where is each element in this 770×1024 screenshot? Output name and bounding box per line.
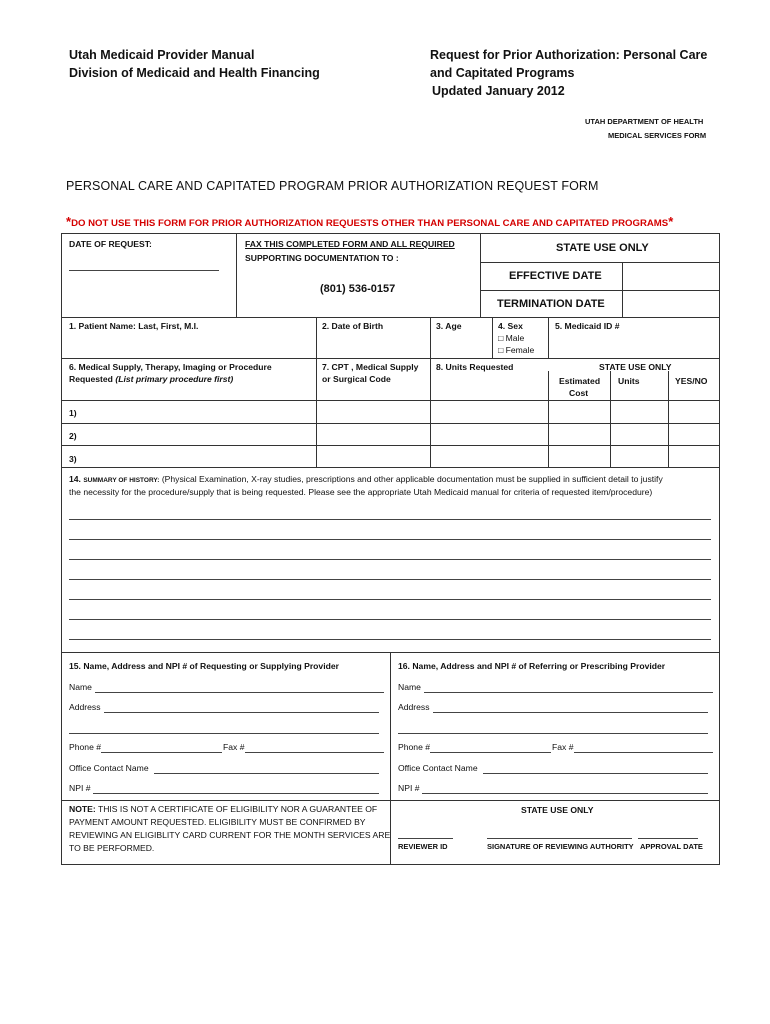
- requesting-address-field-2[interactable]: [69, 733, 379, 734]
- form-subject-line2: and Capitated Programs: [430, 66, 575, 80]
- left-name-label: Name: [69, 682, 92, 692]
- age-label: 3. Age: [436, 321, 462, 331]
- left-fax-label: Fax #: [223, 742, 245, 752]
- requesting-name-field[interactable]: [95, 692, 384, 693]
- department-name: UTAH DEPARTMENT OF HEALTH: [585, 117, 704, 126]
- left-npi-label: NPI #: [69, 783, 91, 793]
- divider: [480, 290, 720, 291]
- patient-name-label: 1. Patient Name: Last, First, M.I.: [69, 321, 199, 331]
- requesting-npi-field[interactable]: [93, 793, 379, 794]
- state-use-only-header: STATE USE ONLY: [556, 242, 649, 254]
- divider: [668, 371, 669, 467]
- divider: [61, 358, 720, 359]
- fax-number: (801) 536-0157: [320, 283, 396, 295]
- divider: [548, 371, 549, 467]
- divider: [622, 262, 623, 317]
- divider: [480, 233, 481, 317]
- requesting-contact-field[interactable]: [154, 773, 379, 774]
- form-title: PERSONAL CARE AND CAPITATED PROGRAM PRIOR AUTHORIZATION REQUEST FORM: [66, 179, 599, 193]
- divider: [548, 317, 549, 358]
- divider: [610, 371, 611, 467]
- history-line[interactable]: [69, 599, 711, 600]
- note-line1: [69, 803, 377, 816]
- termination-date-label: TERMINATION DATE: [497, 298, 605, 310]
- units-requested-label: 8. Units Requested: [436, 362, 514, 372]
- right-office-contact-label: Office Contact Name: [398, 763, 478, 773]
- cpt-code-label-line1: 7. CPT , Medical Supply: [322, 362, 419, 372]
- history-instructions-line1: (Physical Examination, X-ray studies, prescriptions and other applicable documentation must be supplied in sufficient detail to justify: [161, 474, 663, 484]
- warning-banner: [66, 214, 673, 229]
- medicaid-id-label: 5. Medicaid ID #: [555, 321, 620, 331]
- supply-item-label-line2: [69, 373, 233, 386]
- approval-date-field[interactable]: [638, 838, 698, 839]
- referring-provider-heading: 16. Name, Address and NPI # of Referring or Prescribing Provider: [398, 661, 666, 671]
- divider: [61, 400, 720, 401]
- divider: [61, 467, 720, 468]
- requesting-fax-field[interactable]: [245, 752, 384, 753]
- updated-date: Updated January 2012: [432, 84, 565, 98]
- warning-text: DO NOT USE THIS FORM FOR PRIOR AUTHORIZATION REQUESTS OTHER THAN PERSONAL CARE AND CAPITATED PROGRAMS: [71, 218, 669, 229]
- supply-item-label-line1: 6. Medical Supply, Therapy, Imaging or Procedure: [69, 362, 272, 372]
- divider: [480, 262, 720, 263]
- reviewer-id-field[interactable]: [398, 838, 453, 839]
- female-label: Female: [505, 345, 535, 355]
- note-line4: TO BE PERFORMED.: [69, 843, 155, 853]
- division-name: Division of Medicaid and Health Financing: [69, 66, 320, 80]
- divider: [61, 445, 720, 446]
- date-of-request-field[interactable]: [69, 270, 219, 271]
- date-of-request-label: DATE OF REQUEST:: [69, 239, 152, 249]
- checkbox-icon[interactable]: □: [498, 345, 504, 355]
- note-line2: PAYMENT AMOUNT REQUESTED. ELIGIBILITY MUST BE CONFIRMED BY: [69, 817, 366, 827]
- requested-label: Requested: [69, 374, 113, 384]
- requesting-address-field[interactable]: [104, 712, 379, 713]
- note-text-line1: THIS IS NOT A CERTIFICATE OF ELIGIBILITY NOR A GUARANTEE OF: [97, 804, 378, 814]
- history-label-line1: [69, 473, 663, 487]
- history-line[interactable]: [69, 619, 711, 620]
- form-subject-line1: Request for Prior Authorization: Personal Care: [430, 48, 708, 62]
- divider: [61, 800, 720, 801]
- warning-star-right: *: [668, 214, 674, 229]
- history-line[interactable]: [69, 639, 711, 640]
- units-label: Units: [618, 376, 640, 386]
- approval-date-label: APPROVAL DATE: [640, 842, 703, 851]
- fax-instruction-line2: SUPPORTING DOCUMENTATION TO :: [245, 253, 399, 263]
- right-phone-label: Phone #: [398, 742, 431, 752]
- left-office-contact-label: Office Contact Name: [69, 763, 149, 773]
- checkbox-icon[interactable]: □: [498, 333, 504, 343]
- history-line[interactable]: [69, 539, 711, 540]
- fax-instruction-line1: FAX THIS COMPLETED FORM AND ALL REQUIRED: [245, 239, 455, 249]
- state-use-only-sub: STATE USE ONLY: [599, 362, 672, 372]
- left-phone-label: Phone #: [69, 742, 102, 752]
- history-line[interactable]: [69, 559, 711, 560]
- form-type: MEDICAL SERVICES FORM: [608, 131, 707, 140]
- right-name-label: Name: [398, 682, 421, 692]
- reviewer-id-label: REVIEWER ID: [398, 842, 448, 851]
- note-label: NOTE:: [69, 804, 96, 814]
- cpt-code-label-line2: or Surgical Code: [322, 374, 391, 384]
- warning-star-left: *: [66, 214, 72, 229]
- manual-title: Utah Medicaid Provider Manual: [69, 48, 255, 62]
- referring-phone-field[interactable]: [430, 752, 551, 753]
- left-address-label: Address: [69, 702, 101, 712]
- history-line[interactable]: [69, 579, 711, 580]
- history-line[interactable]: [69, 519, 711, 520]
- state-use-only-bottom: STATE USE ONLY: [521, 805, 594, 815]
- signature-label: SIGNATURE OF REVIEWING AUTHORITY: [487, 842, 634, 851]
- requesting-phone-field[interactable]: [101, 752, 222, 753]
- note-line3: REVIEWING AN ELIGIBLITY CARD CURRENT FOR THE MONTH SERVICES ARE: [69, 830, 391, 840]
- yes-no-label: YES/NO: [675, 376, 708, 386]
- item-row-3[interactable]: 3): [69, 454, 77, 464]
- item-row-1[interactable]: 1): [69, 408, 77, 418]
- referring-fax-field[interactable]: [574, 752, 713, 753]
- list-primary-hint: (List primary procedure first): [115, 374, 234, 384]
- history-title: SUMMARY OF HISTORY:: [83, 477, 160, 484]
- divider: [492, 317, 493, 358]
- history-number: 14.: [69, 474, 81, 484]
- divider: [61, 423, 720, 424]
- male-label: Male: [505, 333, 525, 343]
- referring-contact-field[interactable]: [483, 773, 708, 774]
- referring-name-field[interactable]: [424, 692, 713, 693]
- signature-field[interactable]: [487, 838, 632, 839]
- right-fax-label: Fax #: [552, 742, 574, 752]
- right-address-label: Address: [398, 702, 430, 712]
- referring-address-field-2[interactable]: [398, 733, 708, 734]
- right-npi-label: NPI #: [398, 783, 420, 793]
- divider: [236, 233, 237, 317]
- sex-label: 4. Sex: [498, 321, 523, 331]
- sex-female-option[interactable]: [498, 344, 534, 357]
- requesting-provider-heading: 15. Name, Address and NPI # of Requesting or Supplying Provider: [69, 661, 339, 671]
- history-instructions-line2: the necessity for the procedure/supply that is being requested. Please see the appropriate Utah Medicaid manual for criteria of requested item/procedure): [69, 487, 653, 497]
- estimated-cost-label-line1: Estimated: [559, 376, 601, 386]
- item-row-2[interactable]: 2): [69, 431, 77, 441]
- estimated-cost-label-line2: Cost: [569, 388, 589, 398]
- effective-date-label: EFFECTIVE DATE: [509, 270, 602, 282]
- dob-label: 2. Date of Birth: [322, 321, 384, 331]
- referring-address-field[interactable]: [433, 712, 708, 713]
- referring-npi-field[interactable]: [422, 793, 708, 794]
- divider: [61, 317, 720, 318]
